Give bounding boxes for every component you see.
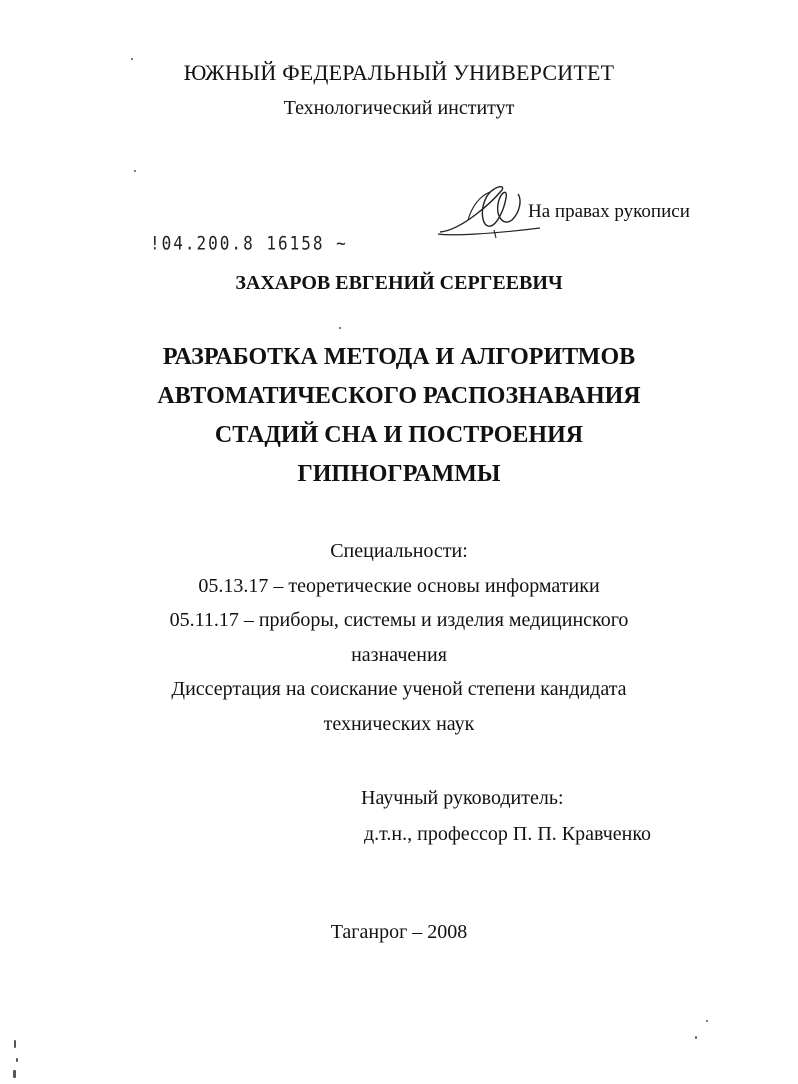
scan-speck: [706, 1020, 708, 1022]
advisor-block: [361, 780, 651, 852]
specialties-heading: Специальности:: [330, 540, 468, 562]
title-line: АВТОМАТИЧЕСКОГО РАСПОЗНАВАНИЯ: [157, 383, 641, 409]
city-year: Таганрог – 2008: [330, 921, 468, 943]
scan-speck: [134, 170, 136, 172]
specialty-item: 05.11.17 – приборы, системы и изделия медицинского: [169, 609, 629, 631]
advisor-name: д.т.н., профессор П. П. Кравченко: [364, 823, 652, 845]
dissertation-title: [0, 338, 798, 494]
specialty-item: назначения: [351, 643, 447, 666]
specialties-block: [0, 534, 798, 741]
advisor-label: Научный руководитель:: [361, 787, 564, 809]
degree-line: Диссертация на соискание ученой степени кандидата: [171, 678, 627, 700]
scan-speck: [695, 1036, 697, 1039]
signature: [432, 180, 542, 245]
manuscript-note: На правах рукописи: [528, 201, 690, 222]
title-line: РАЗРАБОТКА МЕТОДА И АЛГОРИТМОВ: [162, 344, 636, 370]
scan-speck: [131, 58, 133, 60]
scan-speck: [16, 1058, 18, 1062]
university-name: ЮЖНЫЙ ФЕДЕРАЛЬНЫЙ УНИВЕРСИТЕТ: [183, 60, 615, 85]
title-line: ГИПНОГРАММЫ: [297, 461, 501, 487]
scan-speck: [14, 1040, 16, 1048]
institute-name: Технологический институт: [283, 97, 515, 119]
author-name: ЗАХАРОВ ЕВГЕНИЙ СЕРГЕЕВИЧ: [235, 272, 563, 294]
title-line: СТАДИЙ СНА И ПОСТРОЕНИЯ: [214, 422, 584, 448]
scan-speck: [13, 1070, 16, 1078]
scan-speck: [339, 327, 341, 329]
specialty-item: 05.13.17 – теоретические основы информатики: [198, 574, 600, 597]
degree-line: технических наук: [323, 712, 475, 735]
inventory-stamp: !04.200.8 16158 ~: [150, 232, 348, 254]
